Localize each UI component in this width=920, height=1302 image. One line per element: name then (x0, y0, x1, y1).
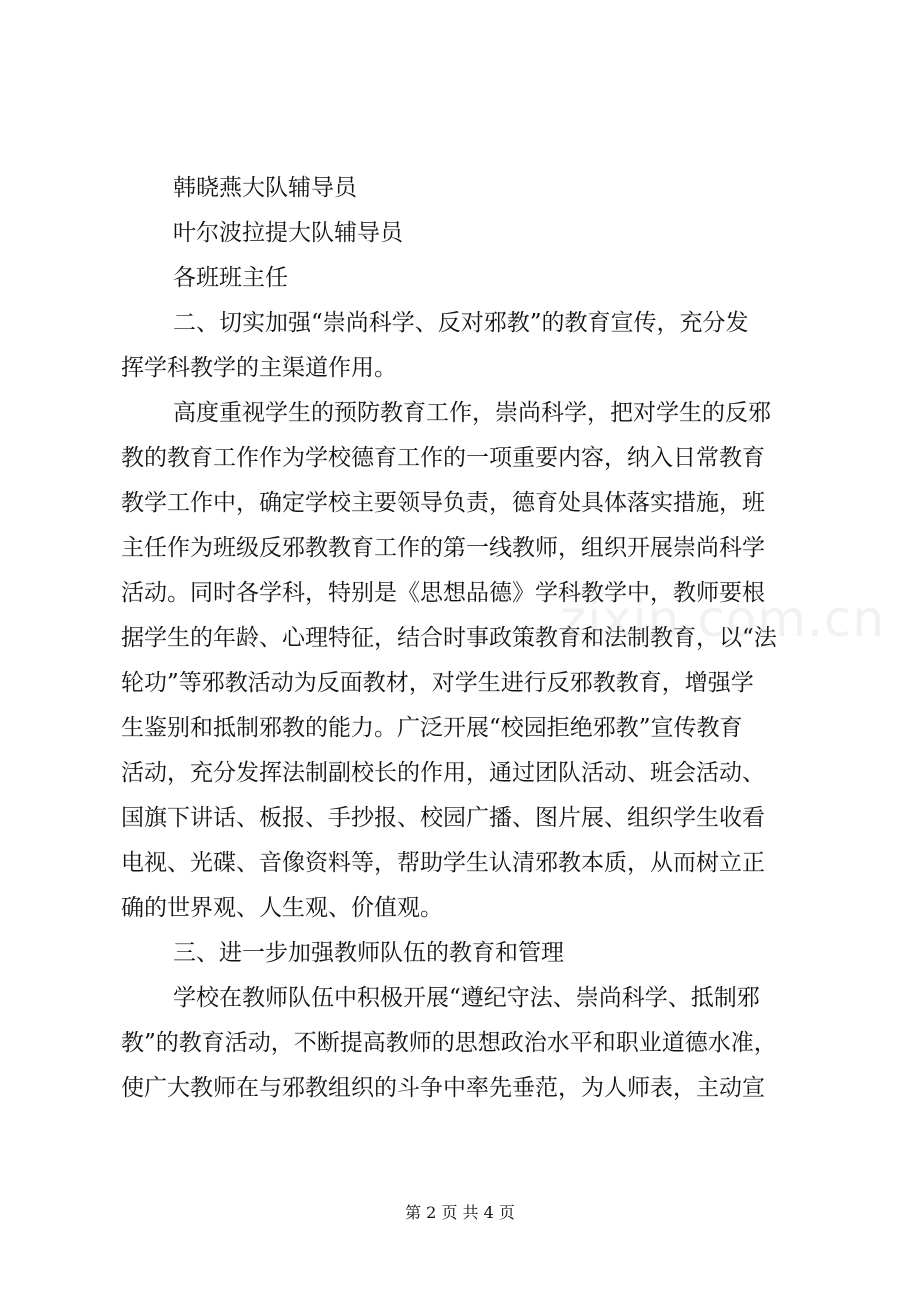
text-line: 教的教育工作作为学校德育工作的一项重要内容，纳入日常教育 (121, 445, 765, 471)
text-line: 使广大教师在与邪教组织的斗争中率先垂范，为人师表，主动宣 (121, 1075, 765, 1101)
text-line: 国旗下讲话、板报、手抄报、校园广播、图片展、组织学生收看 (121, 805, 765, 831)
text-line: 二、切实加强“崇尚科学、反对邪教”的教育宣传，充分发 (173, 310, 749, 336)
text-line: 活动。同时各学科，特别是《思想品德》学科教学中，教师要根 (121, 580, 765, 606)
text-line: 据学生的年龄、心理特征，结合时事政策教育和法制教育，以“法 (121, 625, 777, 651)
text-line: 挥学科教学的主渠道作用。 (121, 355, 397, 381)
text-line: 叶尔波拉提大队辅导员 (173, 220, 403, 246)
text-line: 生鉴别和抵制邪教的能力。广泛开展“校园拒绝邪教”宣传教育 (121, 715, 743, 741)
text-line: 确的世界观、人生观、价值观。 (121, 895, 443, 921)
text-line: 三、进一步加强教师队伍的教育和管理 (173, 940, 564, 966)
text-line: 活动，充分发挥法制副校长的作用，通过团队活动、班会活动、 (121, 760, 765, 786)
text-line: 各班班主任 (173, 265, 288, 291)
text-line: 主任作为班级反邪教教育工作的第一线教师，组织开展崇尚科学 (121, 535, 765, 561)
text-line: 韩晓燕大队辅导员 (173, 175, 357, 201)
text-line: 教学工作中，确定学校主要领导负责，德育处具体落实措施，班 (121, 490, 765, 516)
watermark: zixin.com.cn (560, 590, 886, 648)
text-line: 电视、光碟、音像资料等，帮助学生认清邪教本质，从而树立正 (121, 850, 765, 876)
page-footer: 第 2 页 共 4 页 (405, 1203, 515, 1222)
text-line: 教”的教育活动，不断提高教师的思想政治水平和职业道德水准， (121, 1030, 777, 1056)
text-line: 高度重视学生的预防教育工作，崇尚科学，把对学生的反邪 (173, 400, 771, 426)
text-line: 轮功”等邪教活动为反面教材，对学生进行反邪教教育，增强学 (121, 670, 754, 696)
document-body (121, 166, 799, 1111)
text-line: 学校在教师队伍中积极开展“遵纪守法、崇尚科学、抵制邪 (173, 985, 760, 1011)
